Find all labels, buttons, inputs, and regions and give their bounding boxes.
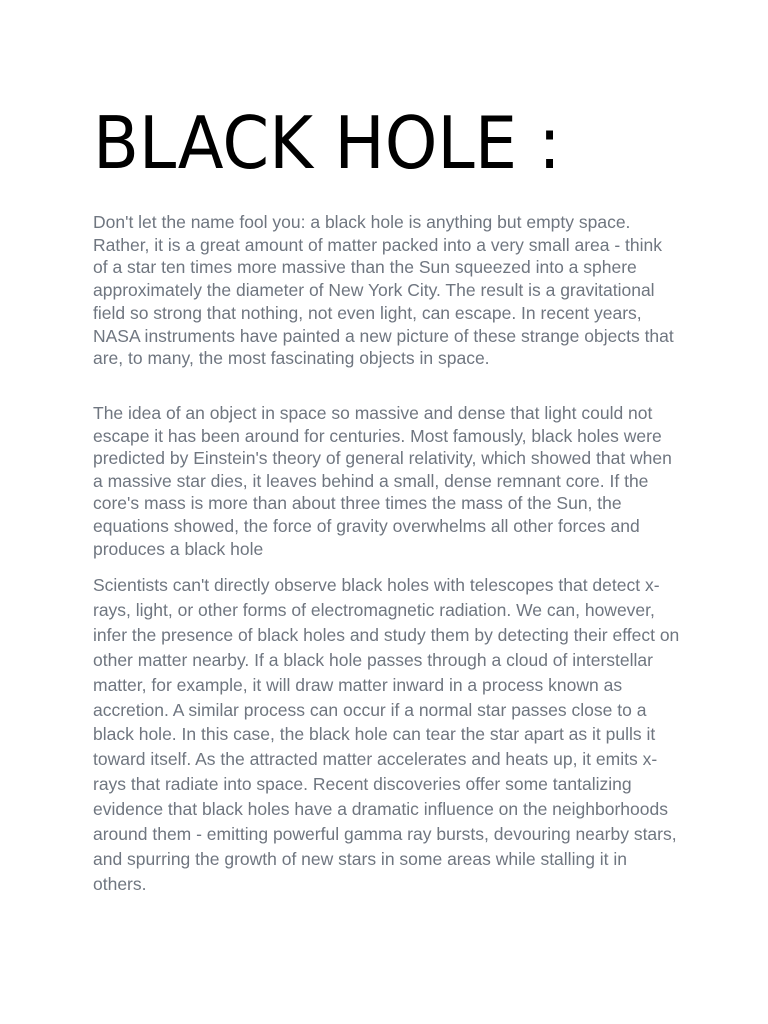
paragraph-history: The idea of an object in space so massive and dense that light could not escape it has been around for centuries. Most famously, black holes were predicted by Einstein's theory of general relativity, which showed that when a massive star dies, it leaves behind a small, dense remnant core. If the core's mass is more than about three times the mass of the Sun, the equations showed, the force of gravity overwhelms all other forces and produces a black hole (93, 403, 672, 559)
page-title: BLACK HOLE : (93, 101, 561, 185)
paragraph-intro: Don't let the name fool you: a black hole is anything but empty space. Rather, it is a great amount of matter packed into a very small area - think of a star ten times more massive than the Sun squeezed into a sphere approximately the diameter of New York City. The result is a gravitational field so strong that nothing, not even light, can escape. In recent years, NASA instruments have painted a new picture of these strange objects that are, to many, the most fascinating objects in space. (93, 212, 674, 369)
paragraph-observation: Scientists can't directly observe black holes with telescopes that detect x-rays, light, or other forms of electromagnetic radiation. We can, however, infer the presence of black holes and study them by detecting their effect on other matter nearby. If a black hole passes through a cloud of interstellar matter, for example, it will draw matter inward in a process known as accretion. A similar process can occur if a normal star passes close to a black hole. In this case, the black hole can tear the star apart as it pulls it toward itself. As the attracted matter accelerates and heats up, it emits x-rays that radiate into space. Recent discoveries offer some tantalizing evidence that black holes have a dramatic influence on the neighborhoods around them - emitting powerful gamma ray bursts, devouring nearby stars, and spurring the growth of new stars in some areas while stalling it in others. (93, 575, 680, 894)
